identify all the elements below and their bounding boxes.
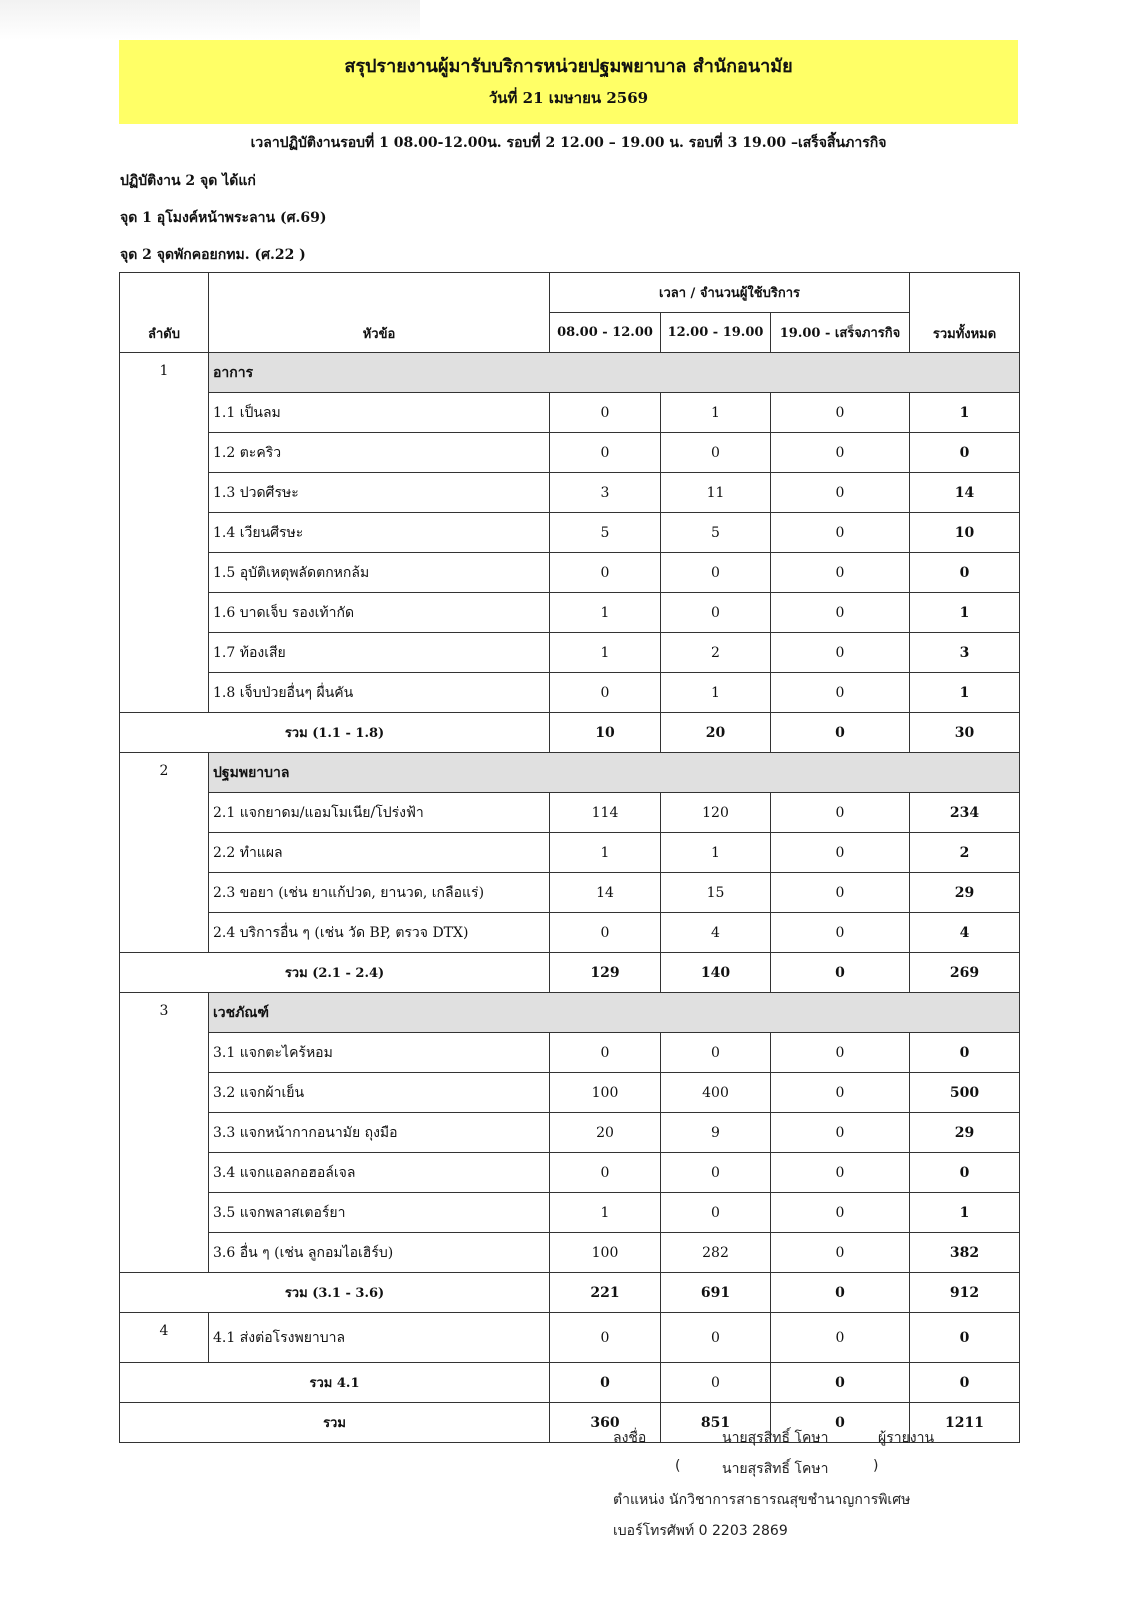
subtotal-t3: 0	[771, 713, 910, 753]
item-label: 1.4 เวียนศีรษะ	[209, 513, 550, 553]
col-order-header: ลำดับ	[120, 273, 209, 353]
item-t2: 5	[661, 513, 771, 553]
subtotal-label: รวม (3.1 - 3.6)	[120, 1273, 550, 1313]
item-t3: 0	[771, 913, 910, 953]
subtotal-label: รวม (2.1 - 2.4)	[120, 953, 550, 993]
item-t2: 400	[661, 1073, 771, 1113]
col-t2-header: 12.00 - 19.00	[661, 313, 771, 353]
table-row	[120, 1153, 1020, 1193]
table-row	[120, 633, 1020, 673]
item-total: 14	[910, 473, 1020, 513]
order-cell: 4	[120, 1313, 209, 1363]
subtotal-t2: 691	[661, 1273, 771, 1313]
report-title: สรุปรายงานผู้มารับบริการหน่วยปฐมพยาบาล สำนักอนามัย	[344, 56, 793, 77]
signer-phone: เบอร์โทรศัพท์ 0 2203 2869	[613, 1523, 788, 1539]
item-t3: 0	[771, 873, 910, 913]
item-label: 1.8 เจ็บป่วยอื่นๆ ผื่นคัน	[209, 673, 550, 713]
paren-open: (	[675, 1458, 681, 1474]
subtotal-row	[120, 1273, 1020, 1313]
subtotal-row	[120, 953, 1020, 993]
item-label: 3.1 แจกตะไคร้หอม	[209, 1033, 550, 1073]
item-t2: 120	[661, 793, 771, 833]
item-t3: 0	[771, 673, 910, 713]
item-t3: 0	[771, 1153, 910, 1193]
subtotal-row	[120, 1363, 1020, 1403]
category-label: อาการ	[209, 353, 1020, 393]
item-t3: 0	[771, 1233, 910, 1273]
category-row	[120, 753, 1020, 793]
item-total: 3	[910, 633, 1020, 673]
item-t3: 0	[771, 393, 910, 433]
table-row	[120, 393, 1020, 433]
item-t1: 14	[550, 873, 661, 913]
item-label: 3.2 แจกผ้าเย็น	[209, 1073, 550, 1113]
table-row	[120, 793, 1020, 833]
item-t2: 0	[661, 1153, 771, 1193]
item-t3: 0	[771, 1313, 910, 1363]
table-row	[120, 1233, 1020, 1273]
col-topic-header: หัวข้อ	[209, 273, 550, 353]
item-t2: 1	[661, 673, 771, 713]
item-t3: 0	[771, 553, 910, 593]
item-total: 0	[910, 1153, 1020, 1193]
item-total: 1	[910, 593, 1020, 633]
item-t1: 5	[550, 513, 661, 553]
subtotal-total: 912	[910, 1273, 1020, 1313]
item-t3: 0	[771, 833, 910, 873]
item-t3: 0	[771, 793, 910, 833]
report-table	[119, 272, 1020, 1443]
item-label: 3.3 แจกหน้ากากอนามัย ถุงมือ	[209, 1113, 550, 1153]
item-t2: 0	[661, 553, 771, 593]
item-t1: 1	[550, 1193, 661, 1233]
subtotal-row	[120, 713, 1020, 753]
item-label: 1.7 ท้องเสีย	[209, 633, 550, 673]
item-label: 3.4 แจกแอลกอฮอล์เจล	[209, 1153, 550, 1193]
category-row	[120, 993, 1020, 1033]
item-t1: 1	[550, 633, 661, 673]
subtotal-t1: 221	[550, 1273, 661, 1313]
item-label: 1.5 อุบัติเหตุพลัดตกหกล้ม	[209, 553, 550, 593]
item-t1: 1	[550, 833, 661, 873]
subtotal-label: รวม 4.1	[120, 1363, 550, 1403]
item-label: 2.4 บริการอื่น ๆ (เช่น วัด BP, ตรวจ DTX)	[209, 913, 550, 953]
item-t1: 0	[550, 393, 661, 433]
point-2: จุด 2 จุดพักคอยกทม. (ศ.22 )	[120, 247, 306, 263]
signer-role: ผู้รายงาน	[878, 1430, 935, 1446]
item-t1: 20	[550, 1113, 661, 1153]
item-t1: 0	[550, 1153, 661, 1193]
item-t1: 1	[550, 593, 661, 633]
category-row	[120, 353, 1020, 393]
item-t2: 1	[661, 393, 771, 433]
table-row	[120, 593, 1020, 633]
item-label: 2.1 แจกยาดม/แอมโมเนีย/โปร่งฟ้า	[209, 793, 550, 833]
subtotal-t2: 0	[661, 1363, 771, 1403]
item-t3: 0	[771, 1193, 910, 1233]
table-row	[120, 1033, 1020, 1073]
table-row	[120, 673, 1020, 713]
item-label: 3.5 แจกพลาสเตอร์ยา	[209, 1193, 550, 1233]
category-label: ปฐมพยาบาล	[209, 753, 1020, 793]
signature-line	[613, 1427, 935, 1449]
item-t1: 0	[550, 1313, 661, 1363]
table-row	[120, 1073, 1020, 1113]
item-total: 0	[910, 553, 1020, 593]
item-t2: 0	[661, 1313, 771, 1363]
table-row	[120, 473, 1020, 513]
subtotal-t3: 0	[771, 1363, 910, 1403]
subtotal-t1: 10	[550, 713, 661, 753]
subtotal-t1: 0	[550, 1363, 661, 1403]
item-total: 29	[910, 873, 1020, 913]
item-t3: 0	[771, 1073, 910, 1113]
point-1: จุด 1 อุโมงค์หน้าพระลาน (ศ.69)	[120, 210, 327, 226]
table-row	[120, 873, 1020, 913]
table-row	[120, 833, 1020, 873]
subtotal-total: 0	[910, 1363, 1020, 1403]
item-t3: 0	[771, 633, 910, 673]
item-t2: 1	[661, 833, 771, 873]
subtotal-t2: 20	[661, 713, 771, 753]
grand-total-t2: 851	[661, 1403, 771, 1443]
grand-total-t1: 360	[550, 1403, 661, 1443]
item-total: 0	[910, 1313, 1020, 1363]
table-row	[120, 1313, 1020, 1363]
item-t1: 0	[550, 553, 661, 593]
item-t2: 15	[661, 873, 771, 913]
item-label: 3.6 อื่น ๆ (เช่น ลูกอมไอเฮิร์บ)	[209, 1233, 550, 1273]
item-t1: 114	[550, 793, 661, 833]
item-label: 1.2 ตะคริว	[209, 433, 550, 473]
item-t1: 0	[550, 433, 661, 473]
top-shadow	[0, 0, 420, 40]
subtotal-t1: 129	[550, 953, 661, 993]
subtotal-label: รวม (1.1 - 1.8)	[120, 713, 550, 753]
table-row	[120, 553, 1020, 593]
order-cell: 2	[120, 753, 209, 953]
grand-total-total: 1211	[910, 1403, 1020, 1443]
paren-close: )	[873, 1458, 879, 1474]
item-t2: 0	[661, 1193, 771, 1233]
points-intro: ปฏิบัติงาน 2 จุด ได้แก่	[120, 173, 256, 189]
sign-label: ลงชื่อ	[613, 1430, 647, 1446]
title-banner	[119, 40, 1018, 124]
item-total: 0	[910, 433, 1020, 473]
item-total: 4	[910, 913, 1020, 953]
item-label: 4.1 ส่งต่อโรงพยาบาล	[209, 1313, 550, 1363]
col-total-header: รวมทั้งหมด	[910, 273, 1020, 353]
item-t2: 9	[661, 1113, 771, 1153]
item-t1: 0	[550, 913, 661, 953]
table-row	[120, 913, 1020, 953]
signer-position: ตำแหน่ง นักวิชาการสาธารณสุขชำนาญการพิเศษ	[613, 1492, 911, 1508]
subtotal-total: 269	[910, 953, 1020, 993]
subtotal-t3: 0	[771, 953, 910, 993]
item-label: 2.2 ทำแผล	[209, 833, 550, 873]
shift-times: เวลาปฏิบัติงานรอบที่ 1 08.00-12.00น. รอบที่ 2 12.00 – 19.00 น. รอบที่ 3 19.00 –เสร็จสิ้นภารกิจ	[250, 135, 887, 151]
table-row	[120, 513, 1020, 553]
item-t3: 0	[771, 513, 910, 553]
table-body	[120, 353, 1020, 1443]
item-t3: 0	[771, 433, 910, 473]
subtotal-total: 30	[910, 713, 1020, 753]
paren-name: นายสุรสิทธิ์ โคษา	[722, 1461, 829, 1477]
col-time-group-header: เวลา / จำนวนผู้ใช้บริการ	[550, 273, 910, 313]
item-label: 2.3 ขอยา (เช่น ยาแก้ปวด, ยานวด, เกลือแร่)	[209, 873, 550, 913]
grand-total-label: รวม	[120, 1403, 550, 1443]
item-t2: 0	[661, 433, 771, 473]
item-t2: 282	[661, 1233, 771, 1273]
subtotal-t3: 0	[771, 1273, 910, 1313]
item-label: 1.3 ปวดศีรษะ	[209, 473, 550, 513]
item-total: 234	[910, 793, 1020, 833]
item-total: 1	[910, 673, 1020, 713]
col-t3-header: 19.00 - เสร็จภารกิจ	[771, 313, 910, 353]
category-label: เวชภัณฑ์	[209, 993, 1020, 1033]
item-total: 1	[910, 393, 1020, 433]
item-t3: 0	[771, 1033, 910, 1073]
item-total: 0	[910, 1033, 1020, 1073]
item-t1: 100	[550, 1233, 661, 1273]
order-cell: 1	[120, 353, 209, 713]
item-t3: 0	[771, 473, 910, 513]
item-label: 1.1 เป็นลม	[209, 393, 550, 433]
item-total: 29	[910, 1113, 1020, 1153]
item-total: 382	[910, 1233, 1020, 1273]
item-total: 2	[910, 833, 1020, 873]
item-t2: 0	[661, 1033, 771, 1073]
signer-name: นายสุรสิทธิ์ โคษา	[722, 1430, 829, 1446]
item-t3: 0	[771, 1113, 910, 1153]
item-t2: 11	[661, 473, 771, 513]
header-row-top	[120, 273, 1020, 313]
table-row	[120, 433, 1020, 473]
item-total: 500	[910, 1073, 1020, 1113]
item-t2: 2	[661, 633, 771, 673]
item-t2: 0	[661, 593, 771, 633]
item-t1: 0	[550, 673, 661, 713]
item-t3: 0	[771, 593, 910, 633]
subtotal-t2: 140	[661, 953, 771, 993]
table-row	[120, 1193, 1020, 1233]
grand-total-t3: 0	[771, 1403, 910, 1443]
col-t1-header: 08.00 - 12.00	[550, 313, 661, 353]
table-row	[120, 1113, 1020, 1153]
order-cell: 3	[120, 993, 209, 1273]
item-total: 10	[910, 513, 1020, 553]
item-t2: 4	[661, 913, 771, 953]
item-total: 1	[910, 1193, 1020, 1233]
report-date: วันที่ 21 เมษายน 2569	[488, 89, 649, 107]
item-label: 1.6 บาดเจ็บ รองเท้ากัด	[209, 593, 550, 633]
item-t1: 3	[550, 473, 661, 513]
item-t1: 0	[550, 1033, 661, 1073]
item-t1: 100	[550, 1073, 661, 1113]
